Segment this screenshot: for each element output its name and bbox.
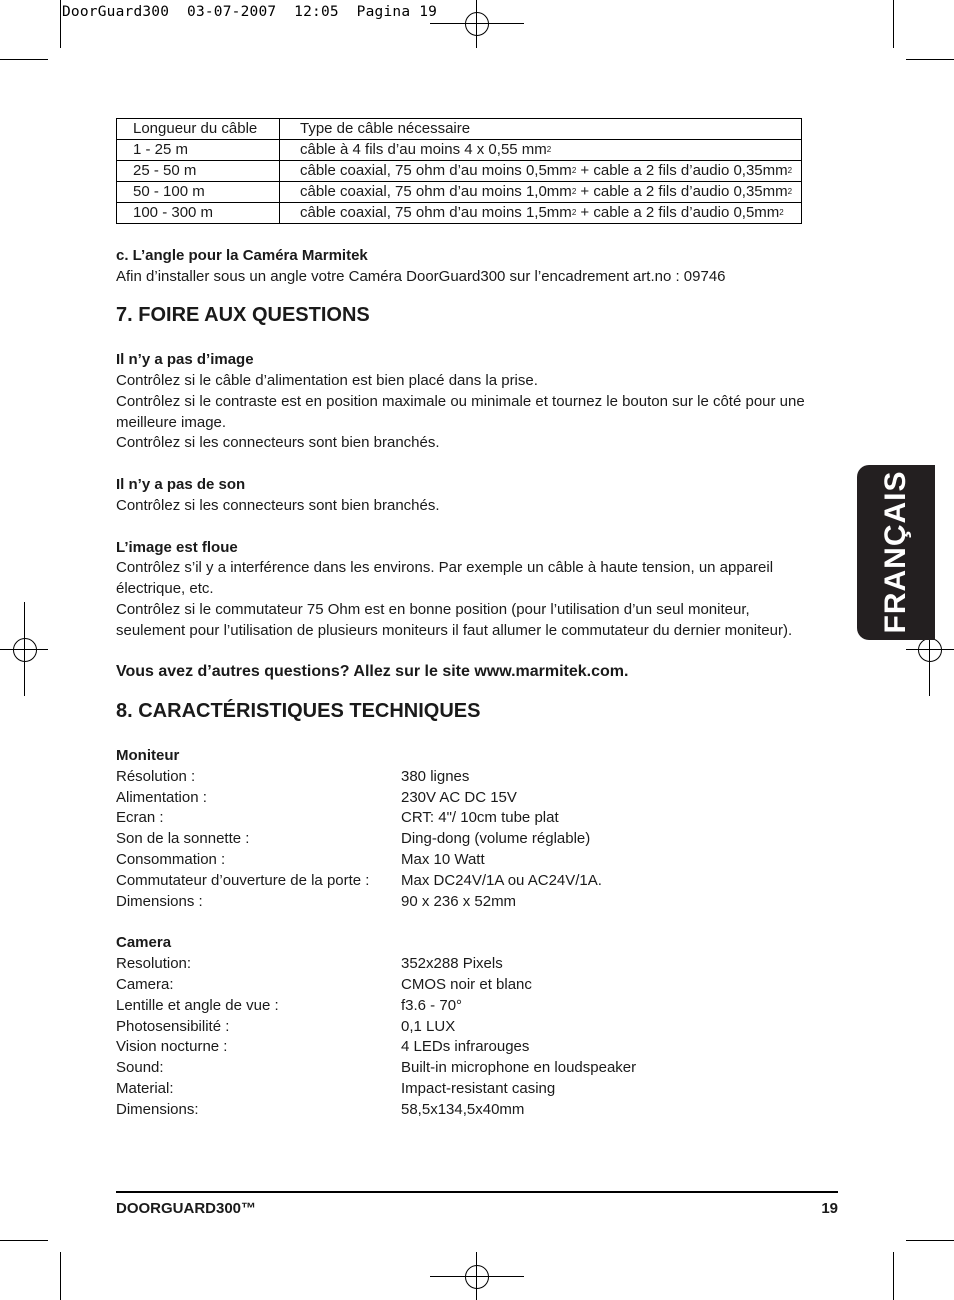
table-header-cell: Type de câble nécessaire [280,119,802,140]
spec-value: 230V AC DC 15V [401,789,517,806]
table-cell-type: câble à 4 fils d’au moins 4 x 0,55 $mm^2$ [280,140,802,161]
faq-item-title: L’image est floue [116,539,238,556]
spec-value: f3.6 - 70° [401,997,463,1014]
table-cell-type: câble coaxial, 75 ohm d’au moins $0,5mm^2$ + cable a 2 fils d’audio $0,35mm^2$ [280,161,802,182]
spec-value: 352x288 Pixels [401,955,503,972]
spec-value: Ding-dong (volume réglable) [401,830,591,847]
spec-value: Max 10 Watt [401,851,485,868]
spec-label: Ecran : [116,809,164,826]
faq-more-questions: Vous avez d’autres questions? Allez sur le site www.marmitek.com. [116,663,629,680]
spec-value: Impact-resistant casing [401,1080,556,1097]
spec-label: Alimentation : [116,789,207,806]
faq-item-line: Contrôlez si le commutateur 75 Ohm est en bonne position (pour l’utilisation d’un seul moniteur, [116,601,750,618]
table-header-row [117,119,802,140]
spec-label: Camera: [116,976,174,993]
table-cell-length: 50 - 100 m [117,182,280,203]
spec-label: Son de la sonnette : [116,830,250,847]
section-c-text: Afin d’installer sous un angle votre Caméra DoorGuard300 sur l’encadrement art.no : 09746 [116,268,726,285]
table-cell-type: câble coaxial, 75 ohm d’au moins $1,5mm^2$ + cable a 2 fils d’audio $0,5mm^2$ [280,203,802,224]
spec-label: Photosensibilité : [116,1018,230,1035]
spec-label: Vision nocturne : [116,1038,228,1055]
language-tab [857,465,935,640]
spec-value: 0,1 LUX [401,1018,456,1035]
spec-value: 380 lignes [401,768,470,785]
spec-value: CMOS noir et blanc [401,976,532,993]
faq-item-line: Contrôlez si les connecteurs sont bien branchés. [116,497,440,514]
table-row [117,203,802,224]
faq-item-line: électrique, etc. [116,580,214,597]
faq-item-line: Contrôlez si le contraste est en position maximale ou minimale et tournez le bouton sur le côté pour une [116,393,805,410]
spec-label: Dimensions: [116,1101,199,1118]
faq-item-title: Il n’y a pas d’image [116,351,254,368]
specs-heading: 8. CARACTÉRISTIQUES TECHNIQUES [116,700,481,722]
section-c-title: c. L’angle pour la Caméra Marmitek [116,247,368,264]
spec-value: Built-in microphone en loudspeaker [401,1059,637,1076]
spec-label: Lentille et angle de vue : [116,997,279,1014]
faq-item-line: seulement pour l’utilisation de plusieurs moniteurs il faut allumer le commutateur du dernier moniteur). [116,622,793,639]
footer-divider [116,1191,838,1193]
spec-label: Commutateur d’ouverture de la porte : [116,872,370,889]
spec-label: Sound: [116,1059,164,1076]
language-tab-label: FRANÇAIS [879,470,912,634]
faq-item-line: Contrôlez si les connecteurs sont bien branchés. [116,434,440,451]
table-row [117,161,802,182]
spec-value: Max DC24V/1A ou AC24V/1A. [401,872,602,889]
faq-item-line: Contrôlez si le câble d’alimentation est bien placé dans la prise. [116,372,538,389]
table-row [117,140,802,161]
print-slug: DoorGuard300 03-07-2007 12:05 Pagina 19 [62,4,438,20]
cable-table [116,118,802,224]
table-row [117,182,802,203]
spec-value: CRT: 4"/ 10cm tube plat [401,809,559,826]
spec-label: Résolution : [116,768,196,785]
spec-label: Consommation : [116,851,226,868]
spec-label: Dimensions : [116,893,203,910]
faq-item-line: Contrôlez s’il y a interférence dans les environs. Par exemple un câble à haute tension, un appareil [116,559,774,576]
spec-label: Material: [116,1080,174,1097]
spec-value: 90 x 236 x 52mm [401,893,517,910]
table-cell-type: câble coaxial, 75 ohm d’au moins $1,0mm^2$ + cable a 2 fils d’audio $0,35mm^2$ [280,182,802,203]
monitor-title: Moniteur [116,747,180,764]
camera-title: Camera [116,934,172,951]
spec-label: Resolution: [116,955,192,972]
footer-product-name: DOORGUARD300™ [116,1200,257,1217]
spec-value: 4 LEDs infrarouges [401,1038,530,1055]
footer-page-number: 19 [821,1200,838,1217]
faq-item-line: meilleure image. [116,414,227,431]
spec-value: 58,5x134,5x40mm [401,1101,525,1118]
table-cell-length: 1 - 25 m [117,140,280,161]
faq-item-title: Il n’y a pas de son [116,476,246,493]
table-header-cell: Longueur du câble [117,119,280,140]
table-cell-length: 100 - 300 m [117,203,280,224]
table-cell-length: 25 - 50 m [117,161,280,182]
faq-heading: 7. FOIRE AUX QUESTIONS [116,304,370,326]
